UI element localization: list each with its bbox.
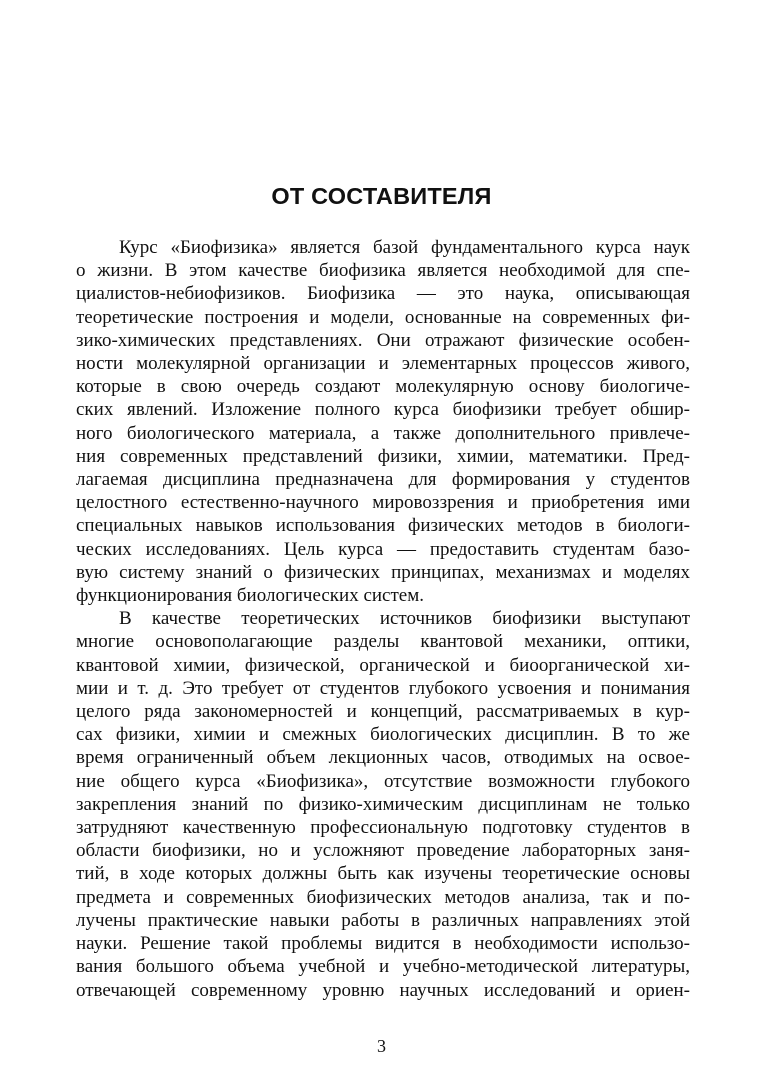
text-line: теоретические построения и модели, основанные на современных фи- — [76, 306, 690, 328]
text-line: сах физики, химии и смежных биологических дисциплин. В то же — [76, 724, 690, 746]
text-line: ние общего курса «Биофизика», отсутствие возможности глубокого — [76, 770, 690, 792]
text-line: зико-химических представлениях. Они отражают физические особен- — [76, 329, 690, 351]
text-line: Курс «Биофизика» является базой фундаментального курса наук — [119, 237, 690, 258]
text-line: отвечающей современному уровню научных исследований и ориен- — [76, 979, 690, 1001]
paragraph-1 — [76, 236, 690, 607]
text-line: предмета и современных биофизических методов анализа, так и по- — [76, 886, 690, 908]
text-line: целого ряда закономерностей и концепций, рассматриваемых в кур- — [76, 701, 690, 723]
text-line: ности молекулярной организации и элементарных процессов живого, — [76, 353, 690, 375]
text-line: В качестве теоретических источников биофизики выступают — [119, 608, 690, 630]
text-line: тий, в ходе которых должны быть как изучены теоретические основы — [76, 863, 690, 885]
text-line: многие основополагающие разделы квантовой механики, оптики, — [76, 631, 690, 653]
body-text — [76, 236, 690, 1002]
text-line: ских явлений. Изложение полного курса биофизики требует обшир- — [76, 399, 690, 421]
text-line: закрепления знаний по физико-химическим дисциплинам не только — [76, 793, 690, 815]
text-line: специальных навыков использования физических методов в биологи- — [76, 515, 690, 537]
text-line: вания большого объема учебной и учебно-методической литературы, — [76, 956, 690, 978]
text-line: циалистов-небиофизиков. Биофизика — это наука, описывающая — [76, 283, 690, 305]
text-line: квантовой химии, физической, органической и биоорганической хи- — [76, 654, 690, 676]
page-title: ОТ СОСТАВИТЕЛЯ — [271, 183, 492, 209]
text-line: лучены практические навыки работы в различных направлениях этой — [76, 909, 690, 931]
text-line: науки. Решение такой проблемы видится в необходимости использо- — [76, 933, 690, 955]
text-line: ния современных представлений физики, химии, математики. Пред- — [76, 445, 690, 467]
text-line: функционирования биологических систем. — [76, 585, 425, 607]
text-line: о жизни. В этом качестве биофизика является необходимой для спе- — [76, 260, 690, 282]
text-line: лагаемая дисциплина предназначена для формирования у студентов — [76, 469, 690, 491]
paragraph-2 — [76, 607, 690, 1001]
page-number: 3 — [377, 1036, 386, 1056]
text-line: ческих исследованиях. Цель курса — предоставить студентам базо- — [76, 538, 690, 560]
text-line: области биофизики, но и усложняют проведение лабораторных заня- — [76, 840, 690, 862]
text-line: вую систему знаний о физических принципах, механизмах и моделях — [76, 561, 690, 583]
text-line: время ограниченный объем лекционных часов, отводимых на освое- — [76, 747, 690, 769]
text-line: ного биологического материала, а также дополнительного привлече- — [76, 422, 690, 444]
text-line: целостного естественно-научного мировоззрения и приобретения ими — [76, 492, 690, 514]
text-line: мии и т. д. Это требует от студентов глубокого усвоения и понимания — [76, 677, 690, 699]
text-line: затрудняют качественную профессиональную подготовку студентов в — [76, 817, 690, 839]
text-line: которые в свою очередь создают молекулярную основу биологиче- — [76, 376, 690, 398]
